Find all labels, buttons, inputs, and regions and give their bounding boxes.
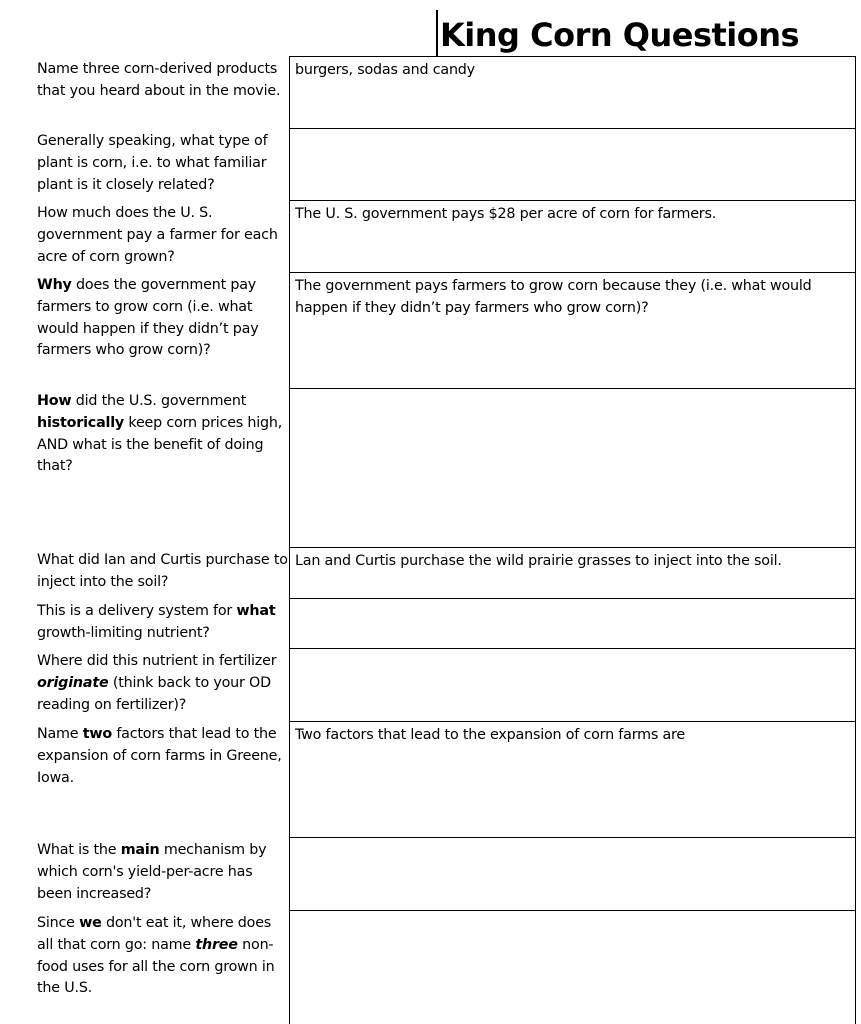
question-text: What is the main mechanism by which corn's yield-per-acre has been increased? <box>37 842 267 902</box>
question-row <box>0 200 861 272</box>
answer-cell[interactable] <box>289 128 856 200</box>
question-text: Generally speaking, what type of plant is corn, i.e. to what familiar plant is it closely related? <box>37 133 268 193</box>
answer-cell[interactable] <box>289 910 856 1024</box>
page-title: King Corn Questions <box>440 16 800 54</box>
question-row <box>0 910 861 1024</box>
question-row <box>0 56 861 128</box>
answer-cell[interactable] <box>289 547 856 598</box>
answer-text[interactable]: Two factors that lead to the expansion of corn farms are <box>295 727 685 743</box>
answer-cell[interactable] <box>289 272 856 388</box>
answer-cell[interactable] <box>289 721 856 837</box>
question-row <box>0 598 861 648</box>
answer-cell[interactable] <box>289 837 856 910</box>
answer-cell[interactable] <box>289 388 856 547</box>
answer-text[interactable]: The government pays farmers to grow corn because they (i.e. what would happen if they didn’t pay farmers who grow corn)? <box>295 278 812 316</box>
question-row <box>0 388 861 547</box>
question-text: This is a delivery system for what growth-limiting nutrient? <box>37 603 276 641</box>
question-text: Name three corn-derived products that you heard about in the movie. <box>37 61 281 99</box>
title-cursor-block <box>436 10 799 56</box>
question-row <box>0 837 861 910</box>
answer-cell[interactable] <box>289 598 856 648</box>
question-row <box>0 721 861 837</box>
question-row <box>0 648 861 721</box>
question-row <box>0 547 861 598</box>
question-text: Name two factors that lead to the expansion of corn farms in Greene, Iowa. <box>37 726 282 786</box>
question-text: Since we don't eat it, where does all that corn go: name three non-food uses for all the corn grown in the U.S. <box>37 915 275 997</box>
answer-text[interactable]: Lan and Curtis purchase the wild prairie grasses to inject into the soil. <box>295 553 782 569</box>
question-text: Where did this nutrient in fertilizer originate (think back to your OD reading on fertilizer)? <box>37 653 277 713</box>
question-text: What did Ian and Curtis purchase to inject into the soil? <box>37 552 288 590</box>
question-row <box>0 128 861 200</box>
question-text: Why does the government pay farmers to grow corn (i.e. what would happen if they didn’t pay farmers who grow corn)? <box>37 277 259 359</box>
answer-cell[interactable] <box>289 200 856 272</box>
answer-cell[interactable] <box>289 56 856 128</box>
question-text: How did the U.S. government historically keep corn prices high, AND what is the benefit of doing that? <box>37 393 283 475</box>
answer-text[interactable]: burgers, sodas and candy <box>295 62 475 78</box>
answer-cell[interactable] <box>289 648 856 721</box>
question-row <box>0 272 861 388</box>
answer-text[interactable]: The U. S. government pays $28 per acre of corn for farmers. <box>295 206 717 222</box>
question-text: How much does the U. S. government pay a farmer for each acre of corn grown? <box>37 205 278 265</box>
